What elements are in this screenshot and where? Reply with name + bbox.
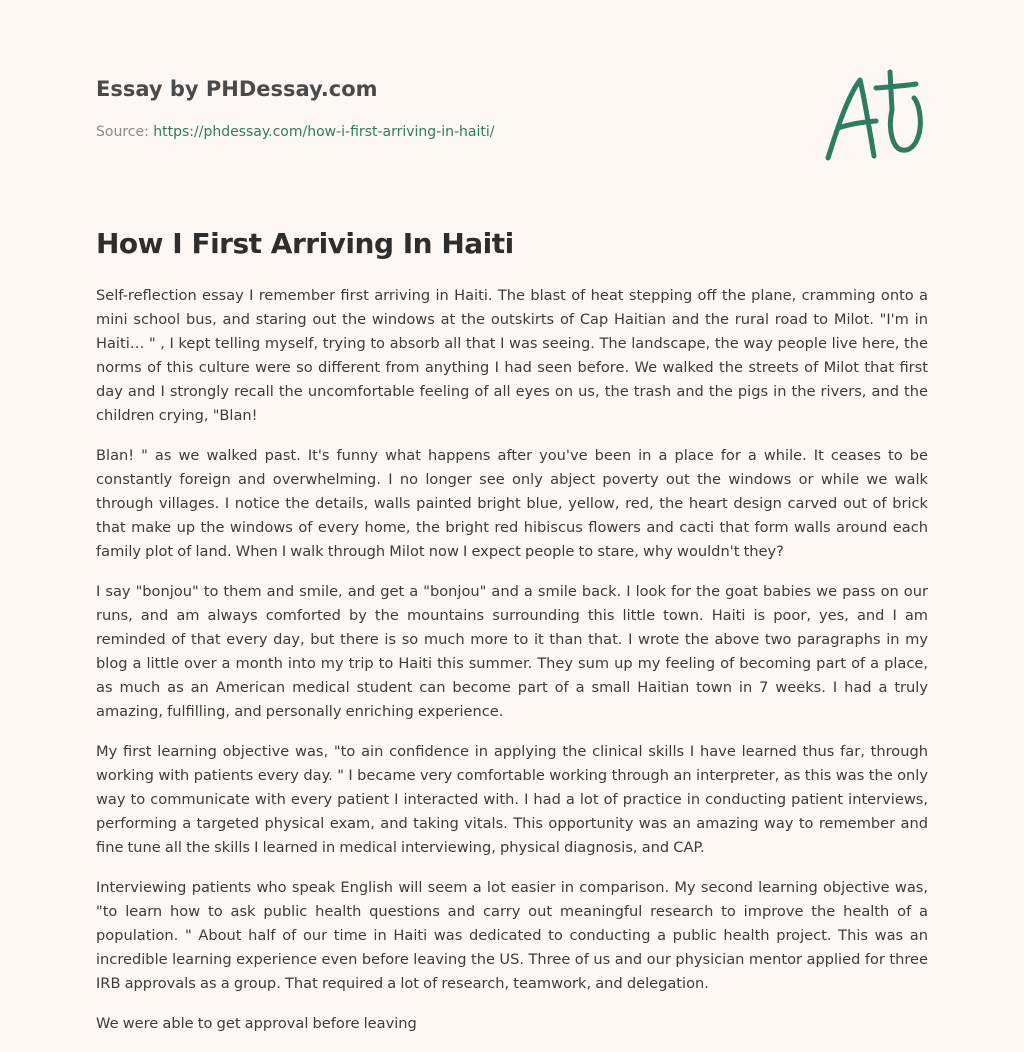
essay-body [96,284,928,1052]
a-plus-logo-icon [818,66,930,166]
source-label: Source: [96,124,154,140]
paragraph: I say "bonjou" to them and smile, and get a "bonjou" and a smile back. I look for the goat babies we pass on our runs, and am always comforted by the mountains surrounding this little town. Haiti is poor, yes, and I am reminded of that every day, but there is so much more to it than that. I wrote the above two paragraphs in my blog a little over a month into my trip to Haiti this summer. They sum up my feeling of becoming part of a place, as much as an American medical student can become part of a small Haitian town in 7 weeks. I had a truly amazing, fulfilling, and personally enriching experience. [96,583,928,720]
a-plus-logo [818,66,930,166]
site-title: Essay by PHDessay.com [96,77,378,101]
paragraph: Interviewing patients who speak English will seem a lot easier in comparison. My second learning objective was, "to learn how to ask public health questions and carry out meaningful research to improve the health of a population. " About half of our time in Haiti was dedicated to conducting a public health project. This was an incredible learning experience even before leaving the US. Three of us and our physician mentor applied for three IRB approvals as a group. That required a lot of research, teamwork, and delegation. [96,879,928,992]
paragraph: We were able to get approval before leaving [96,1015,417,1032]
essay-header [96,74,736,142]
article-title: How I First Arriving In Haiti [96,227,514,260]
source-line [96,122,736,142]
paragraph: Blan! " as we walked past. It's funny what happens after you've been in a place for a while. It ceases to be constantly foreign and overwhelming. I no longer see only abject poverty out the windows or while we walk through villages. I notice the details, walls painted bright blue, yellow, red, the heart design carved out of brick that make up the windows of every home, the bright red hibiscus flowers and cacti that form walls around each family plot of land. When I walk through Milot now I expect people to stare, why wouldn't they? [96,447,928,560]
source-link[interactable]: https://phdessay.com/how-i-first-arriving-in-haiti/ [153,124,495,140]
paragraph: Self-reflection essay I remember first arriving in Haiti. The blast of heat stepping off the plane, cramming onto a mini school bus, and staring out the windows at the outskirts of Cap Haitian and the rural road to Milot. "I'm in Haiti… " , I kept telling myself, trying to absorb all that I was seeing. The landscape, the way people live here, the norms of this culture were so different from anything I had seen before. We walked the streets of Milot that first day and I strongly recall the uncomfortable feeling of all eyes on us, the trash and the pigs in the rivers, and the children crying, "Blan! [96,287,928,424]
paragraph: My first learning objective was, "to ain confidence in applying the clinical skills I have learned thus far, through working with patients every day. " I became very comfortable working through an interpreter, as this was the only way to communicate with every patient I interacted with. I had a lot of practice in conducting patient interviews, performing a targeted physical exam, and taking vitals. This opportunity was an amazing way to remember and fine tune all the skills I learned in medical interviewing, physical diagnosis, and CAP. [96,743,928,856]
